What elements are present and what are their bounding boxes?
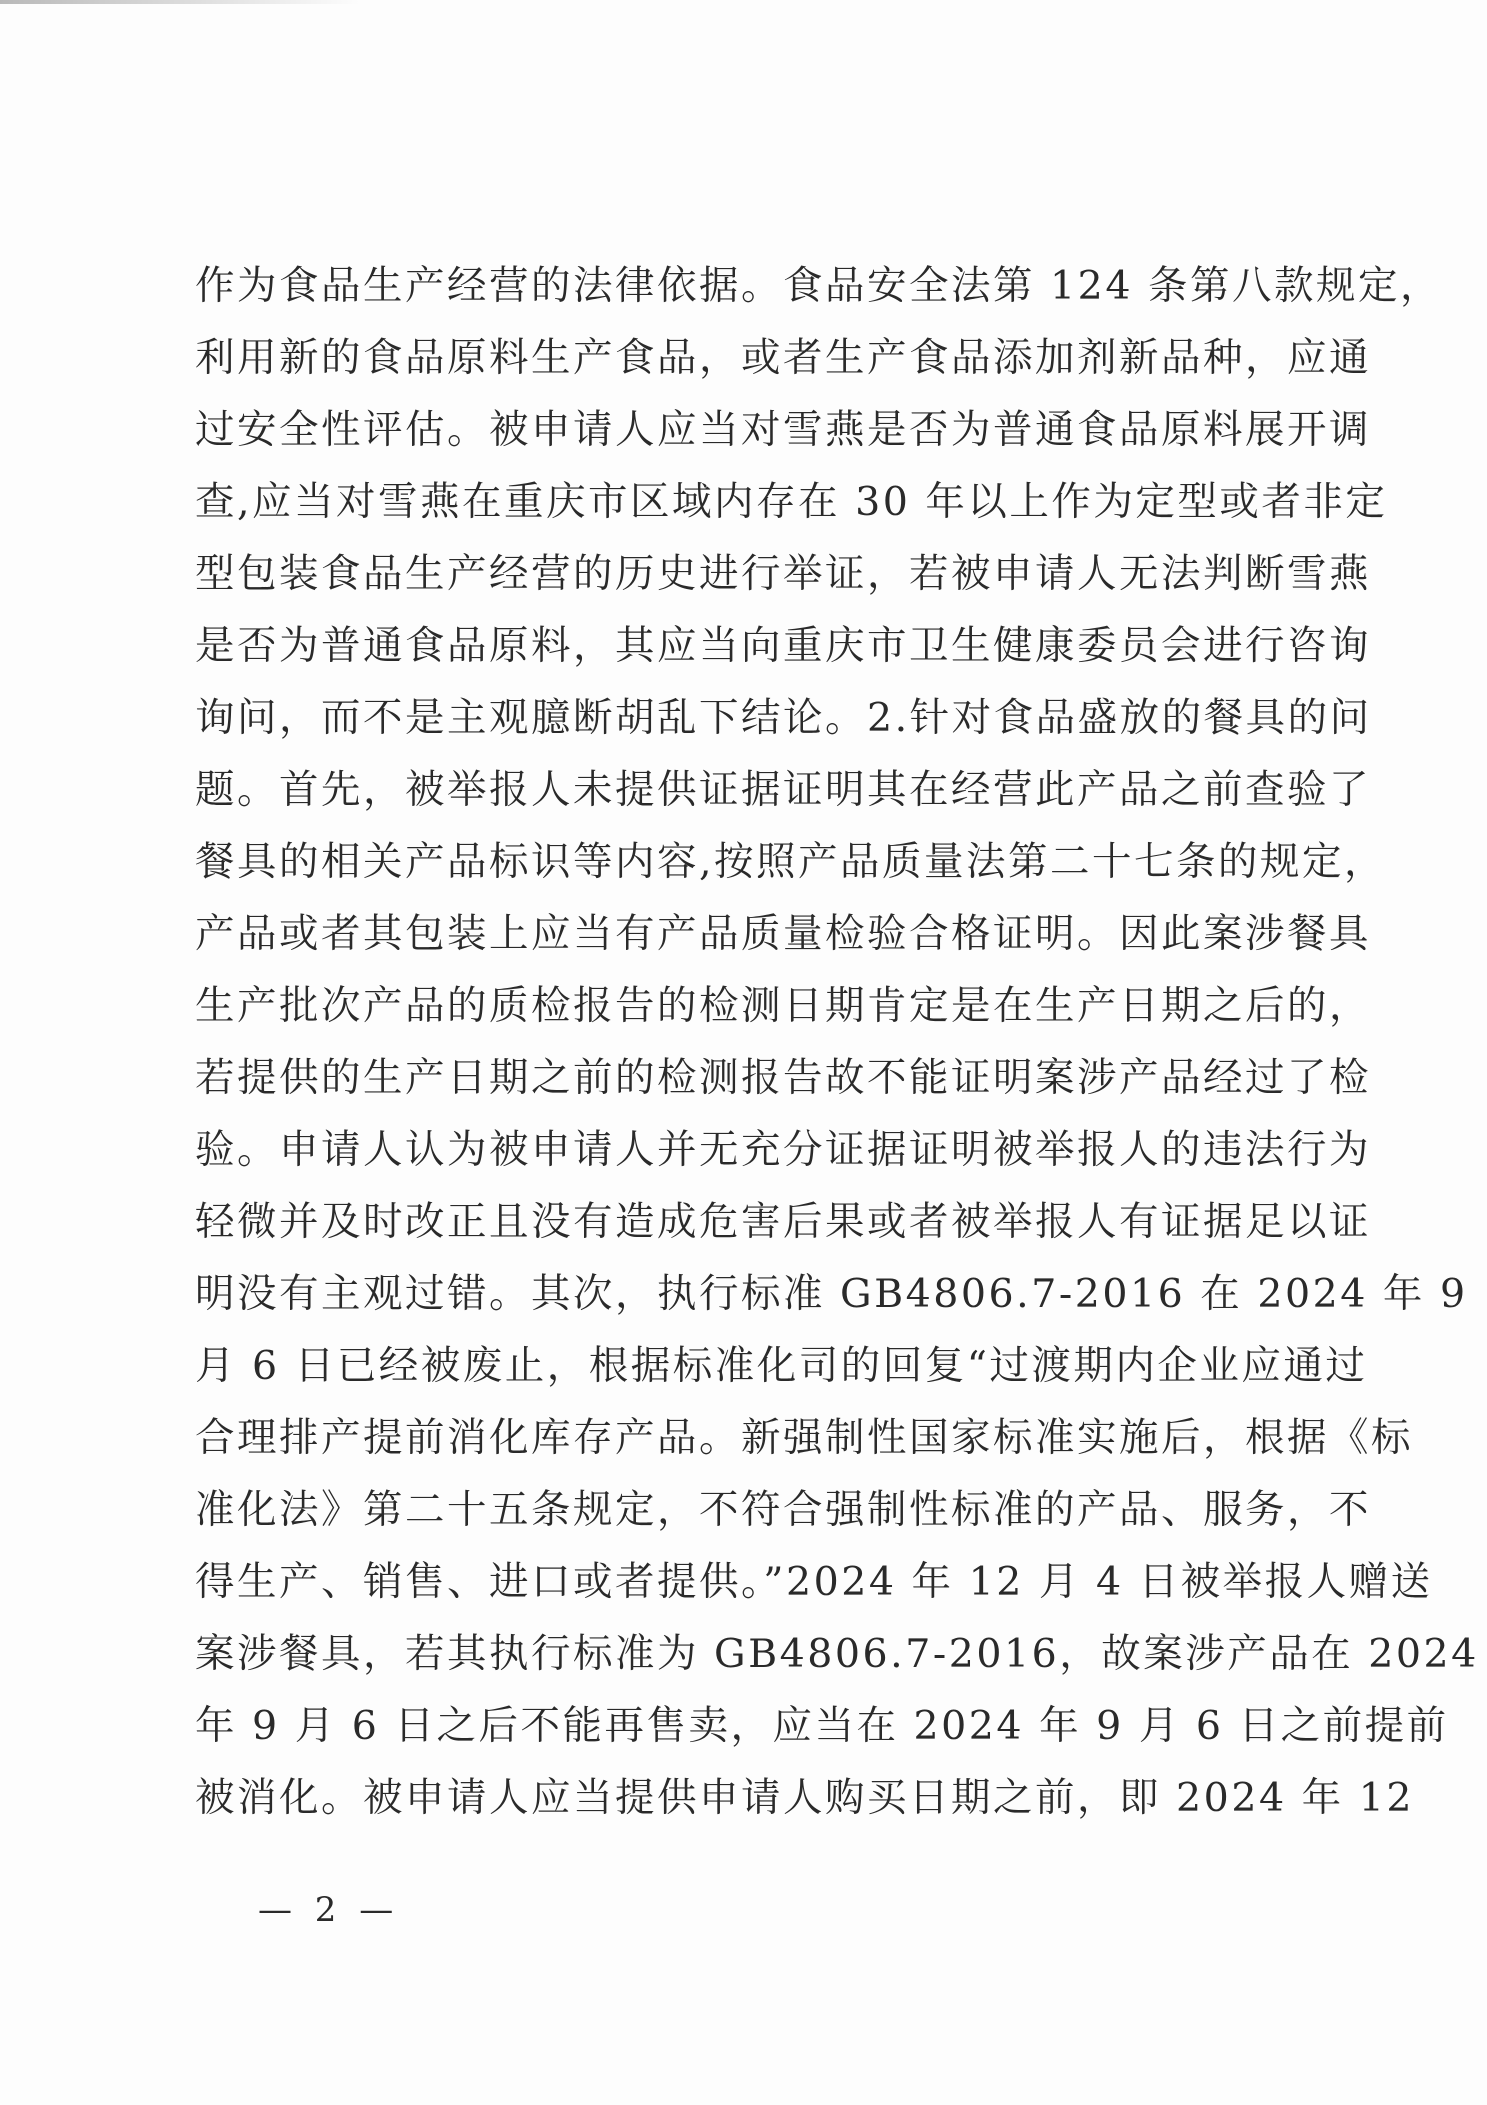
text-line: 题。首先，被举报人未提供证据证明其在经营此产品之前查验了 xyxy=(195,767,1371,813)
text-line: 验。申请人认为被申请人并无充分证据证明被举报人的违法行为 xyxy=(195,1127,1371,1173)
text-line: 案涉餐具，若其执行标准为 GB4806.7-2016，故案涉产品在 2024 xyxy=(195,1631,1479,1677)
body-text xyxy=(195,250,1479,1834)
text-line: 得生产、销售、进口或者提供。”2024 年 12 月 4 日被举报人赠送 xyxy=(195,1559,1433,1605)
text-line: 餐具的相关产品标识等内容,按照产品质量法第二十七条的规定， xyxy=(195,839,1387,885)
text-line: 是否为普通食品原料，其应当向重庆市卫生健康委员会进行咨询 xyxy=(195,623,1371,669)
text-line: 被消化。被申请人应当提供申请人购买日期之前，即 2024 年 12 xyxy=(195,1775,1414,1821)
text-line: 年 9 月 6 日之后不能再售卖，应当在 2024 年 9 月 6 日之前提前 xyxy=(195,1703,1449,1749)
page-number: — 2 — xyxy=(258,1890,400,1930)
text-line: 明没有主观过错。其次，执行标准 GB4806.7-2016 在 2024 年 9 xyxy=(195,1271,1468,1317)
text-line: 生产批次产品的质检报告的检测日期肯定是在生产日期之后的， xyxy=(195,983,1371,1029)
scan-edge-shadow xyxy=(0,0,360,4)
text-line: 产品或者其包装上应当有产品质量检验合格证明。因此案涉餐具 xyxy=(195,911,1371,957)
text-line: 作为食品生产经营的法律依据。食品安全法第 124 条第八款规定， xyxy=(195,263,1443,309)
text-line: 过安全性评估。被申请人应当对雪燕是否为普通食品原料展开调 xyxy=(195,407,1371,453)
text-line: 准化法》第二十五条规定，不符合强制性标准的产品、服务，不 xyxy=(195,1487,1371,1533)
text-line: 轻微并及时改正且没有造成危害后果或者被举报人有证据足以证 xyxy=(195,1199,1371,1245)
text-line: 查,应当对雪燕在重庆市区域内存在 30 年以上作为定型或者非定 xyxy=(195,479,1388,525)
text-line: 合理排产提前消化库存产品。新强制性国家标准实施后，根据《标 xyxy=(195,1415,1413,1461)
text-line: 询问，而不是主观臆断胡乱下结论。2.针对食品盛放的餐具的问 xyxy=(195,695,1372,741)
text-line: 型包装食品生产经营的历史进行举证，若被申请人无法判断雪燕 xyxy=(195,551,1371,597)
text-line: 利用新的食品原料生产食品，或者生产食品添加剂新品种，应通 xyxy=(195,335,1371,381)
text-line: 月 6 日已经被废止，根据标准化司的回复“过渡期内企业应通过 xyxy=(195,1343,1368,1389)
text-line: 若提供的生产日期之前的检测报告故不能证明案涉产品经过了检 xyxy=(195,1055,1371,1101)
